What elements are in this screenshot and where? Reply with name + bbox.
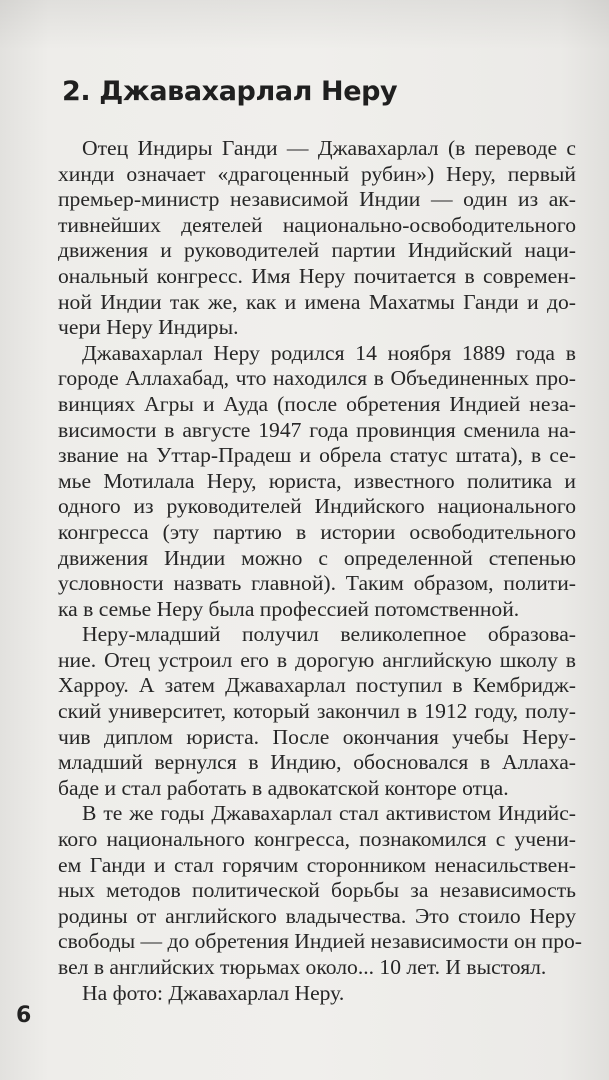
text-line: ние. Отец устроил его в дорогую английскую школу в [58,647,576,672]
text-line: ем Ганди и стал горячим сторонником ненасильствен- [58,852,576,877]
text-line: тивнейших деятелей национально-освободительного [58,212,576,237]
text-line: движения и руководителей партии Индийский наци- [58,238,576,263]
text-line: премьер-министр независимой Индии — один из ак- [58,187,576,212]
text-line: хинди означает «драгоценный рубин») Неру, первый [58,161,576,186]
text-line: винциях Агры и Ауда (после обретения Индией неза- [58,391,576,416]
text-line: городе Аллахабад, что находился в Объединенных про- [58,366,576,391]
text-line: мье Мотилала Неру, юриста, известного политика и [58,468,576,493]
text-line: младший вернулся в Индию, обосновался в Аллаха- [58,750,576,775]
text-line: вел в английских тюрьмах около... 10 лет. И выстоял. [58,955,547,979]
page-number: 6 [16,1003,32,1028]
chapter-body [58,136,582,1006]
text-line: кого национального конгресса, познакомился с учени- [58,827,576,852]
text-line: движения Индии можно с определенной степенью [58,545,576,570]
text-line: ных методов политической борьбы за независимость [58,878,576,903]
text-line: ной Индии так же, как и имена Махатмы Ганди и до- [58,289,576,314]
text-line: ский университет, который закончил в 1912 году, полу- [58,699,576,724]
text-line: Харроу. А затем Джавахарлал поступил в Кембридж- [58,673,576,698]
chapter-heading: 2. Джавахарлал Неру [62,76,398,107]
text-line: ональный конгресс. Имя Неру почитается в современ- [58,263,576,288]
text-line: чив диплом юриста. После окончания учебы Неру- [58,724,576,749]
text-line: ка в семье Неру была профессией потомственной. [58,596,520,621]
photo-caption: На фото: Джавахарлал Неру. [82,980,345,1005]
text-line: висимости в августе 1947 года провинция сменила на- [58,417,576,442]
text-line: Отец Индиры Ганди — Джавахарлал (в переводе с [82,136,576,160]
text-line: чери Неру Индиры. [58,315,239,340]
text-line: баде и стал работать в адвокатской конторе отца. [58,775,509,800]
text-line: условности назвать главной). Таким образом, полити- [58,571,576,596]
text-line: конгресса (эту партию в истории освободительного [58,519,576,544]
text-line: звание на Уттар-Прадеш и обрела статус штата), в се- [58,443,576,468]
text-line: Неру-младший получил великолепное образова- [82,622,576,647]
text-line: родины от английского владычества. Это стоило Неру [58,903,576,928]
text-line: свободы — до обретения Индией независимости он про- [58,929,582,954]
text-line: одного из руководителей Индийского национального [58,494,576,519]
text-line: В те же годы Джавахарлал стал активистом Индийс- [82,801,576,826]
text-line: Джавахарлал Неру родился 14 ноября 1889 года в [82,340,576,365]
page-shadow [0,0,609,50]
